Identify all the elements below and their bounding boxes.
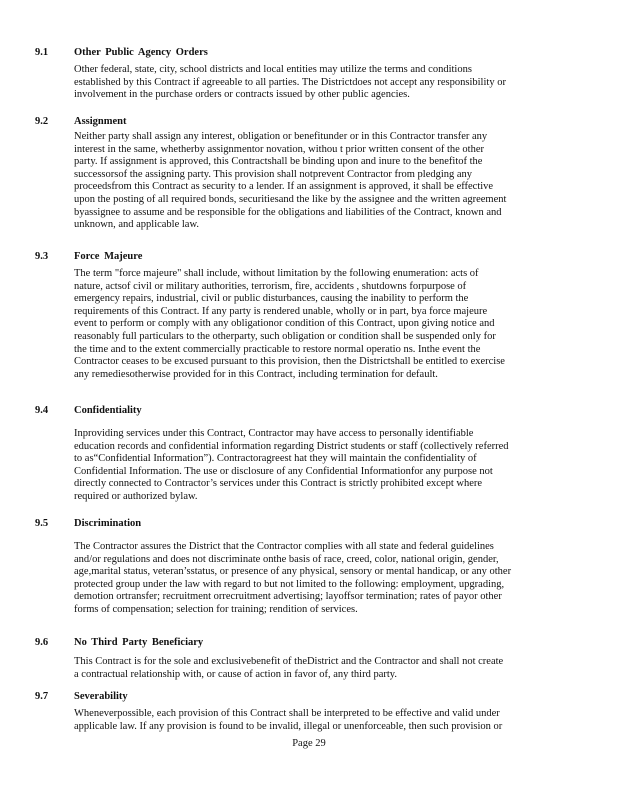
body-line: event to perform or comply with any obligationor condition of this Contract, upon giving notice and: [74, 318, 495, 330]
section-number: 9.7: [35, 691, 49, 702]
body-line: This Contract is for the sole and exclusivebenefit of theDistrict and the Contractor and shall not create: [74, 656, 504, 667]
body-line: forms of compensation; selection for training; rendition of services.: [74, 603, 358, 615]
body-line: requirements of this Contract. If any party is rendered unable, wholly or in part, bya force majeure: [74, 305, 488, 317]
body-line: and/or regulations and does not discriminate onthe basis of race, creed, color, national origin, gender,: [74, 553, 499, 565]
section-number: 9.5: [35, 518, 49, 529]
body-line: age,marital status, veteran’sstatus, or presence of any physical, sensory or mental handicap, or any other: [74, 566, 512, 578]
body-line: protected group under the law with regard to but not limited to the following: employment, upgrading,: [74, 578, 505, 590]
body-line: unknown, and applicable law.: [74, 219, 199, 231]
section-body: [74, 708, 584, 733]
body-line: interest in the same, whetherby assignmentor novation, withou t prior written consent of the other: [74, 143, 484, 155]
body-line: byassignee to assume and be responsible for the obligations and liabilities of the Contract, known and: [74, 206, 502, 218]
body-line: Confidential Information. The use or disclosure of any Confidential Informationfor any purpose not: [74, 465, 493, 477]
body-line: successorsof the assigning party. This provision shall notprevent Contractor from pledging any: [74, 168, 473, 180]
body-line: to as“Confidential Information”). Contractoragreest hat they will maintain the confidentiality of: [74, 453, 477, 465]
section-body: [74, 428, 584, 504]
body-line: Other federal, state, city, school districts and local entities may utilize the terms and conditions: [74, 64, 472, 75]
section-number: 9.2: [35, 116, 49, 127]
section-body: [74, 541, 584, 617]
section-body: [74, 656, 584, 681]
body-line: required or authorized bylaw.: [74, 490, 198, 502]
page-number: Page 29: [292, 738, 326, 749]
body-line: The term "force majeure" shall include, without limitation by the following enumeration: acts of: [74, 268, 479, 279]
section-body: [74, 64, 584, 102]
body-line: applicable law. If any provision is found to be invalid, illegal or unenforceable, then such provision or: [74, 720, 503, 732]
body-line: upon the posting of all required bonds, securitiesand the like by the assignee and the written agreement: [74, 193, 507, 205]
body-line: nature, actsof civil or military authorities, terrorism, fire, accidents , shutdowns forpurpose of: [74, 280, 467, 292]
body-line: Wheneverpossible, each provision of this Contract shall be interpreted to be effective and valid under: [74, 708, 500, 719]
body-line: directly connected to Contractor’s services under this Contract is strictly prohibited except where: [74, 478, 483, 490]
section-heading: No Third Party Beneficiary: [74, 637, 204, 648]
body-line: reasonably full particulars to the otherparty, such obligation or condition shall be suspended only for: [74, 330, 496, 342]
section-number: 9.1: [35, 47, 49, 58]
body-line: Neither party shall assign any interest, obligation or benefitunder or in this Contractor transfer any: [74, 131, 488, 142]
body-line: involvement in the purchase orders or contracts issued by other public agencies.: [74, 89, 410, 101]
section-body: [74, 131, 584, 232]
body-line: Contractor ceases to be excused pursuant to this provision, then the Districtshall be entitled to exercise: [74, 356, 505, 368]
section-heading: Severability: [74, 691, 128, 702]
section-heading: Assignment: [74, 116, 127, 127]
body-line: Inproviding services under this Contract, Contractor may have access to personally identifiable: [74, 428, 474, 439]
section-number: 9.3: [35, 251, 49, 262]
section-number: 9.4: [35, 405, 49, 416]
body-line: established by this Contract if agreeable to all parties. The Districtdoes not accept any responsibility or: [74, 76, 506, 88]
body-line: education records and confidential information regarding District students or staff (collectively referred: [74, 440, 509, 452]
section-heading: Force Majeure: [74, 251, 143, 262]
section-number: 9.6: [35, 637, 49, 648]
body-line: demotion ortransfer; recruitment orrecruitment advertising; layoffsor termination; rates of payor other: [74, 591, 502, 603]
body-line: a contractual relationship with, or cause of action in favor of, any third party.: [74, 668, 397, 680]
body-line: The Contractor assures the District that the Contractor complies with all state and federal guidelines: [74, 541, 494, 552]
body-line: the time and to the extent commercially practicable to restore normal operatio ns. Inthe event the: [74, 343, 481, 355]
body-line: party. If assignment is approved, this Contractshall be binding upon and inure to the benefitof the: [74, 156, 483, 168]
section-heading: Confidentiality: [74, 405, 142, 416]
body-line: proceedsfrom this Contract as security to a lender. If an assignment is approved, it shall be effective: [74, 181, 494, 193]
section-heading: Discrimination: [74, 518, 142, 529]
section-body: [74, 268, 584, 381]
body-line: emergency repairs, industrial, civil or public disturbances, causing the inability to perform the: [74, 293, 469, 305]
section-heading: Other Public Agency Orders: [74, 47, 208, 58]
body-line: any remediesotherwise provided for in this Contract, including termination for default.: [74, 368, 438, 380]
